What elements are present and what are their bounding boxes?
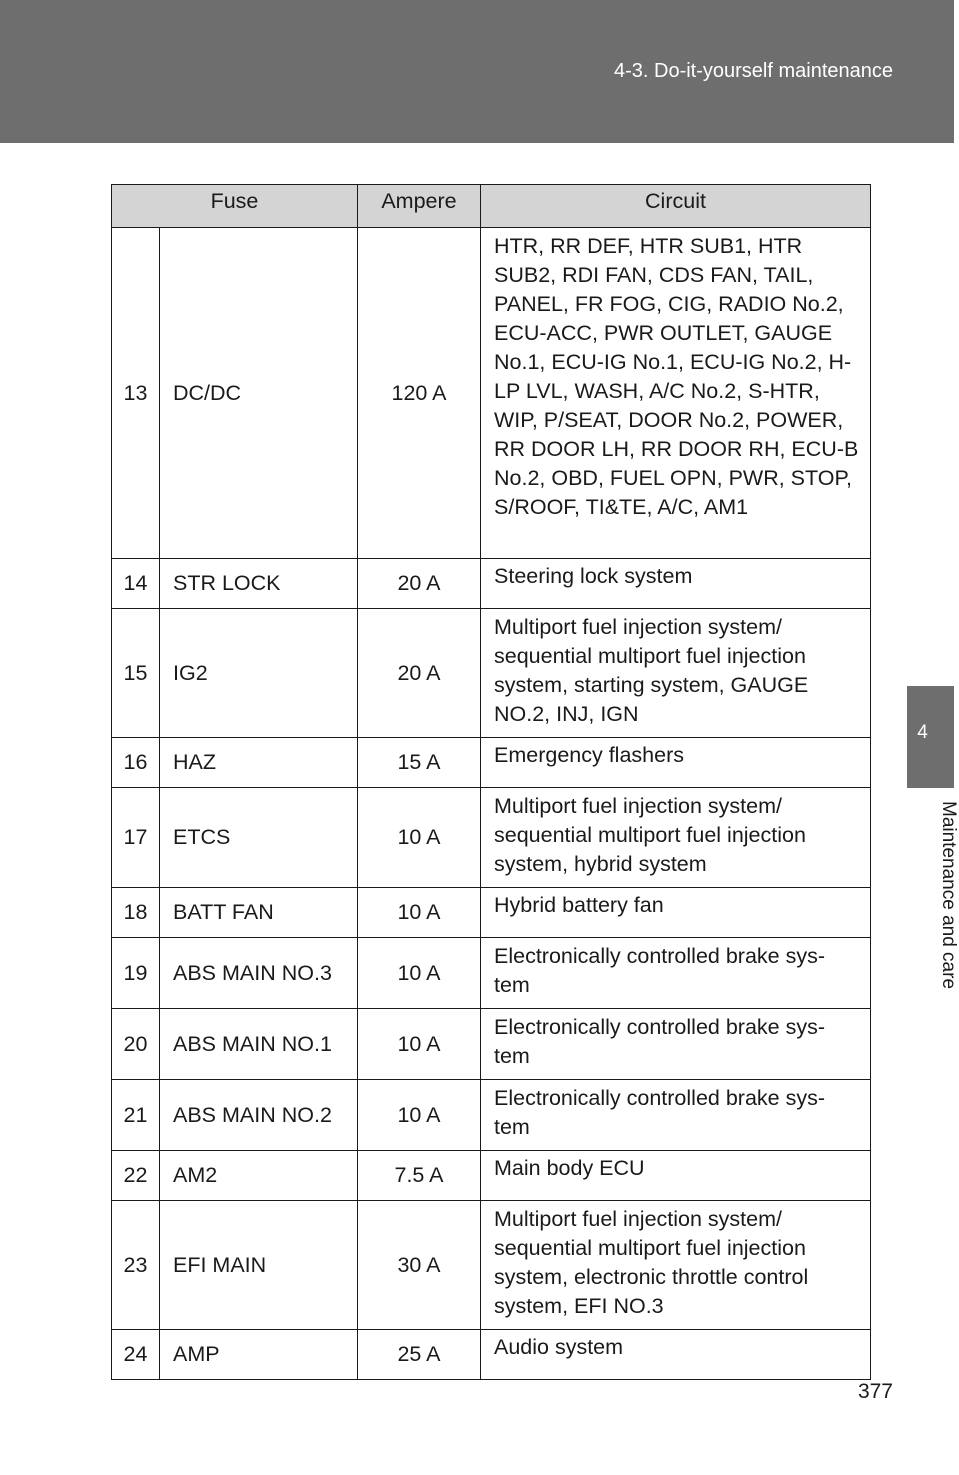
fuse-circuit: Main body ECU: [481, 1151, 871, 1201]
fuse-name: AMP: [160, 1330, 358, 1380]
page-number: 377: [857, 1380, 893, 1403]
fuse-circuit: Steering lock system: [481, 559, 871, 609]
fuse-name: AM2: [160, 1151, 358, 1201]
chapter-title: Maintenance and care: [938, 801, 959, 990]
fuse-name: EFI MAIN: [160, 1201, 358, 1330]
table-header-row: [112, 185, 871, 228]
fuse-circuit: HTR, RR DEF, HTR SUB1, HTR SUB2, RDI FAN, CDS FAN, TAIL, PANEL, FR FOG, CIG, RADIO No.2, ECU-ACC, PWR OUTLET, GAUGE No.1, ECU-IG No.1, ECU-IG No.2, H-LP LVL, WASH, A/C No.2, S-HTR, WIP, P/SEAT, DOOR No.2, POWER, RR DOOR LH, RR DOOR RH, ECU-B No.2, OBD, FUEL OPN, PWR, STOP, S/ROOF, TI&TE, A/C, AM1: [481, 228, 871, 559]
fuse-number: 23: [112, 1201, 160, 1330]
fuse-ampere: 25 A: [358, 1330, 481, 1380]
fuse-number: 19: [112, 938, 160, 1009]
table-row: [112, 1201, 871, 1330]
header-band: [0, 0, 954, 143]
fuse-name: BATT FAN: [160, 888, 358, 938]
table-row: [112, 1330, 871, 1380]
fuse-ampere: 10 A: [358, 938, 481, 1009]
fuse-number: 13: [112, 228, 160, 559]
fuse-ampere: 20 A: [358, 559, 481, 609]
column-header-fuse: Fuse: [112, 185, 358, 228]
table-row: [112, 1151, 871, 1201]
table-row: [112, 938, 871, 1009]
fuse-circuit: Emergency flashers: [481, 738, 871, 788]
fuse-number: 21: [112, 1080, 160, 1151]
table-row: [112, 1009, 871, 1080]
fuse-ampere: 120 A: [358, 228, 481, 559]
fuse-ampere: 10 A: [358, 788, 481, 888]
chapter-number: 4: [917, 722, 928, 743]
fuse-name: ABS MAIN NO.1: [160, 1009, 358, 1080]
chapter-tab: [907, 686, 954, 788]
fuse-name: IG2: [160, 609, 358, 738]
fuse-ampere: 20 A: [358, 609, 481, 738]
table-row: [112, 559, 871, 609]
fuse-ampere: 15 A: [358, 738, 481, 788]
fuse-circuit: Multiport fuel injection system/ sequential multiport fuel injection system, hybrid system: [481, 788, 871, 888]
column-header-circuit: Circuit: [481, 185, 871, 228]
table-row: [112, 788, 871, 888]
fuse-circuit: Multiport fuel injection system/ sequential multiport fuel injection system, starting system, GAUGE NO.2, INJ, IGN: [481, 609, 871, 738]
fuse-table: [111, 184, 871, 1380]
table-row: [112, 1080, 871, 1151]
fuse-circuit: Electronically controlled brake sys-tem: [481, 938, 871, 1009]
fuse-number: 14: [112, 559, 160, 609]
fuse-ampere: 10 A: [358, 1009, 481, 1080]
fuse-name: ABS MAIN NO.3: [160, 938, 358, 1009]
column-header-ampere: Ampere: [358, 185, 481, 228]
fuse-circuit: Audio system: [481, 1330, 871, 1380]
table-row: [112, 228, 871, 559]
fuse-circuit: Hybrid battery fan: [481, 888, 871, 938]
fuse-circuit: Multiport fuel injection system/ sequential multiport fuel injection system, electronic throttle control system, EFI NO.3: [481, 1201, 871, 1330]
fuse-name: DC/DC: [160, 228, 358, 559]
fuse-ampere: 7.5 A: [358, 1151, 481, 1201]
fuse-name: ETCS: [160, 788, 358, 888]
section-title: 4-3. Do-it-yourself maintenance: [613, 60, 893, 82]
fuse-number: 18: [112, 888, 160, 938]
fuse-circuit: Electronically controlled brake sys-tem: [481, 1009, 871, 1080]
fuse-ampere: 30 A: [358, 1201, 481, 1330]
fuse-number: 16: [112, 738, 160, 788]
fuse-number: 20: [112, 1009, 160, 1080]
fuse-number: 15: [112, 609, 160, 738]
fuse-number: 17: [112, 788, 160, 888]
fuse-name: ABS MAIN NO.2: [160, 1080, 358, 1151]
table-row: [112, 888, 871, 938]
fuse-ampere: 10 A: [358, 1080, 481, 1151]
fuse-name: STR LOCK: [160, 559, 358, 609]
fuse-ampere: 10 A: [358, 888, 481, 938]
fuse-number: 24: [112, 1330, 160, 1380]
table-row: [112, 738, 871, 788]
fuse-circuit: Electronically controlled brake sys-tem: [481, 1080, 871, 1151]
fuse-number: 22: [112, 1151, 160, 1201]
table-row: [112, 609, 871, 738]
fuse-name: HAZ: [160, 738, 358, 788]
